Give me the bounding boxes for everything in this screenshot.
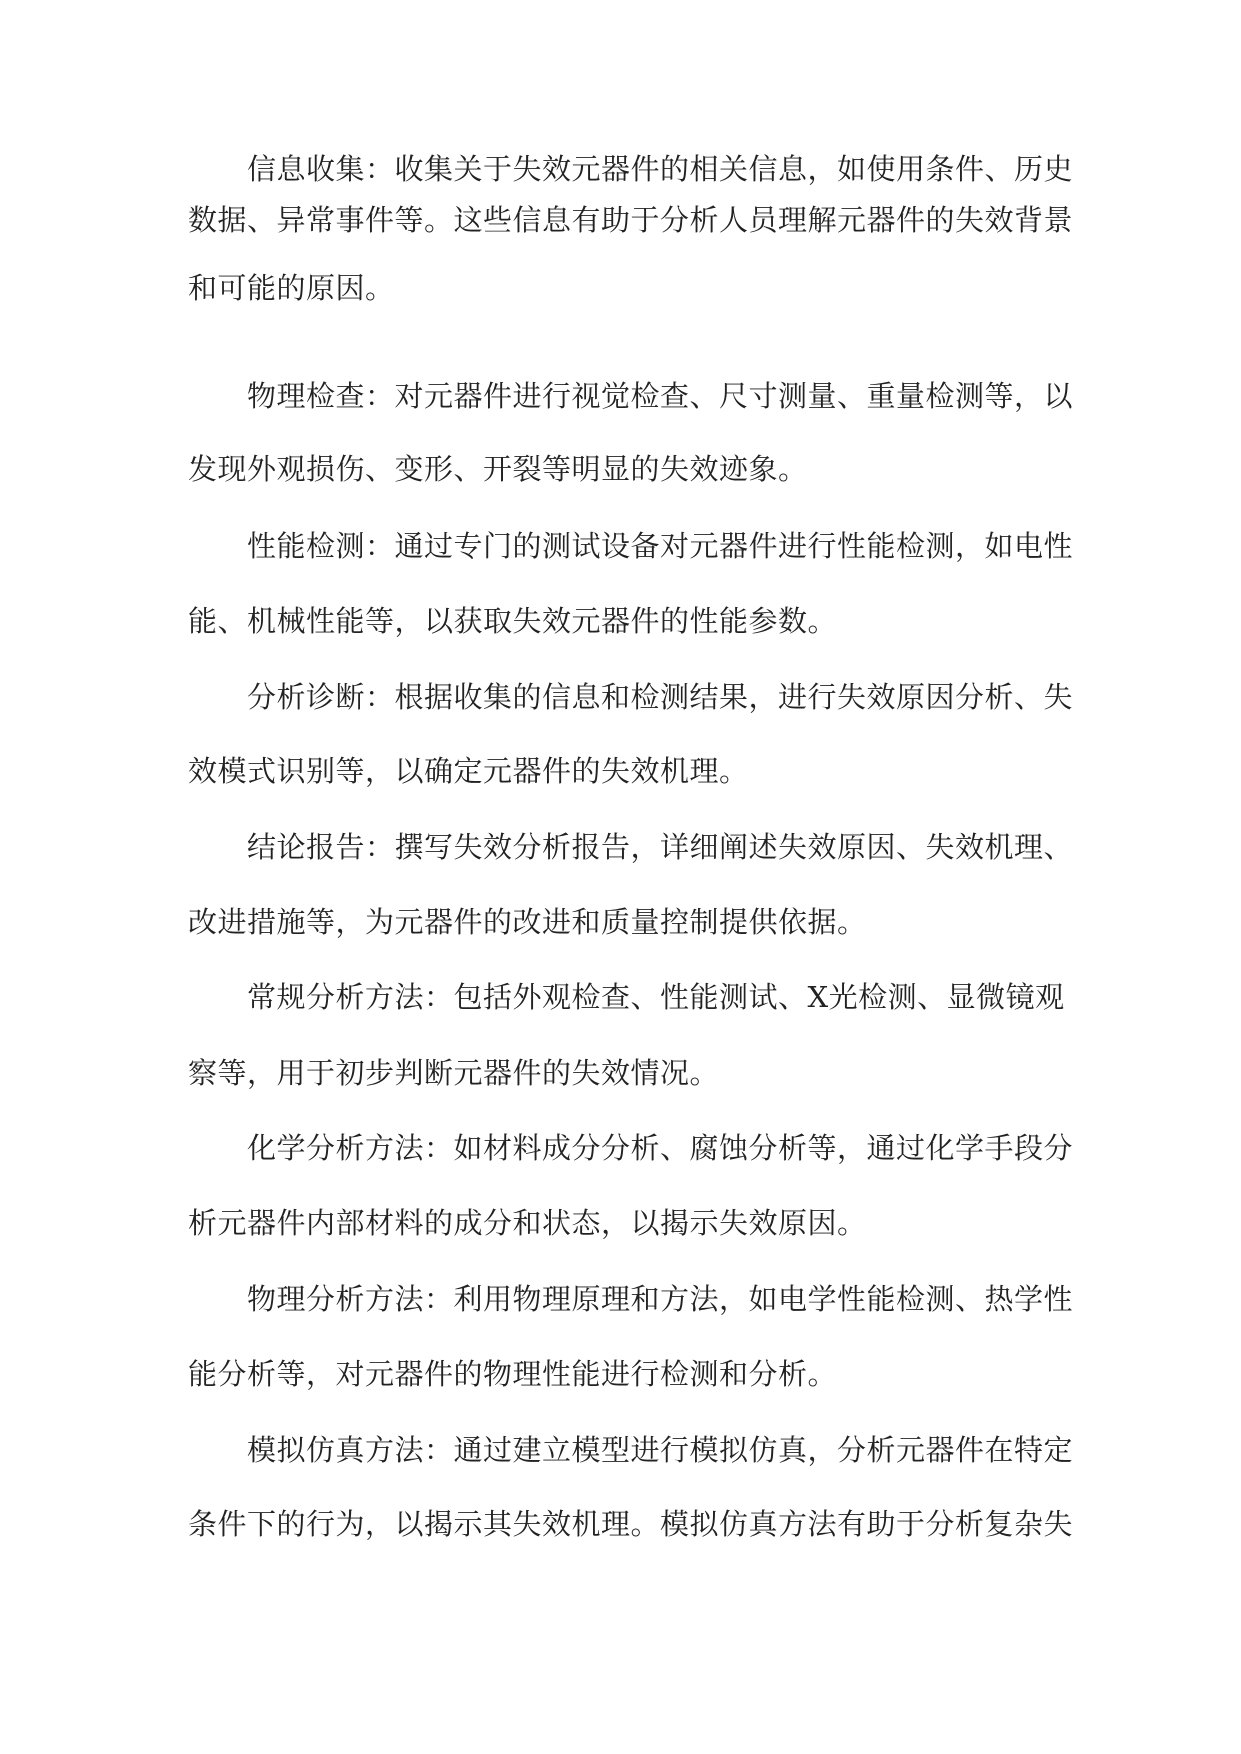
- paragraph-info-collection-line-3: 和可能的原因。: [188, 271, 395, 305]
- paragraph-chemical-methods-line-2: 析元器件内部材料的成分和状态，以揭示失效原因。: [188, 1206, 867, 1240]
- paragraph-conventional-methods-line-1: 常规分析方法：包括外观检查、性能测试、X光检测、显微镜观: [247, 980, 1065, 1014]
- paragraph-physical-inspection-line-1: 物理检查：对元器件进行视觉检查、尺寸测量、重量检测等，以: [247, 379, 1074, 413]
- paragraph-analysis-diagnosis-line-2: 效模式识别等，以确定元器件的失效机理。: [188, 754, 749, 788]
- paragraph-performance-testing-line-1: 性能检测：通过专门的测试设备对元器件进行性能检测，如电性: [247, 529, 1074, 563]
- paragraph-analysis-diagnosis-line-1: 分析诊断：根据收集的信息和检测结果，进行失效原因分析、失: [247, 680, 1074, 714]
- paragraph-physical-methods-line-2: 能分析等，对元器件的物理性能进行检测和分析。: [188, 1357, 838, 1391]
- paragraph-conclusion-report-line-2: 改进措施等，为元器件的改进和质量控制提供依据。: [188, 905, 867, 939]
- paragraph-simulation-methods-line-1: 模拟仿真方法：通过建立模型进行模拟仿真，分析元器件在特定: [247, 1433, 1074, 1467]
- paragraph-physical-inspection-line-2: 发现外观损伤、变形、开裂等明显的失效迹象。: [188, 452, 808, 486]
- paragraph-simulation-methods-line-2: 条件下的行为，以揭示其失效机理。模拟仿真方法有助于分析复杂失: [188, 1507, 1074, 1541]
- paragraph-chemical-methods-line-1: 化学分析方法：如材料成分分析、腐蚀分析等，通过化学手段分: [247, 1131, 1074, 1165]
- paragraph-conclusion-report-line-1: 结论报告：撰写失效分析报告，详细阐述失效原因、失效机理、: [247, 830, 1074, 864]
- paragraph-physical-methods-line-1: 物理分析方法：利用物理原理和方法，如电学性能检测、热学性: [247, 1282, 1074, 1316]
- paragraph-info-collection-line-2: 数据、异常事件等。这些信息有助于分析人员理解元器件的失效背景: [188, 203, 1074, 237]
- paragraph-info-collection-line-1: 信息收集：收集关于失效元器件的相关信息，如使用条件、历史: [247, 152, 1074, 186]
- paragraph-performance-testing-line-2: 能、机械性能等，以获取失效元器件的性能参数。: [188, 604, 838, 638]
- paragraph-conventional-methods-line-2: 察等，用于初步判断元器件的失效情况。: [188, 1056, 720, 1090]
